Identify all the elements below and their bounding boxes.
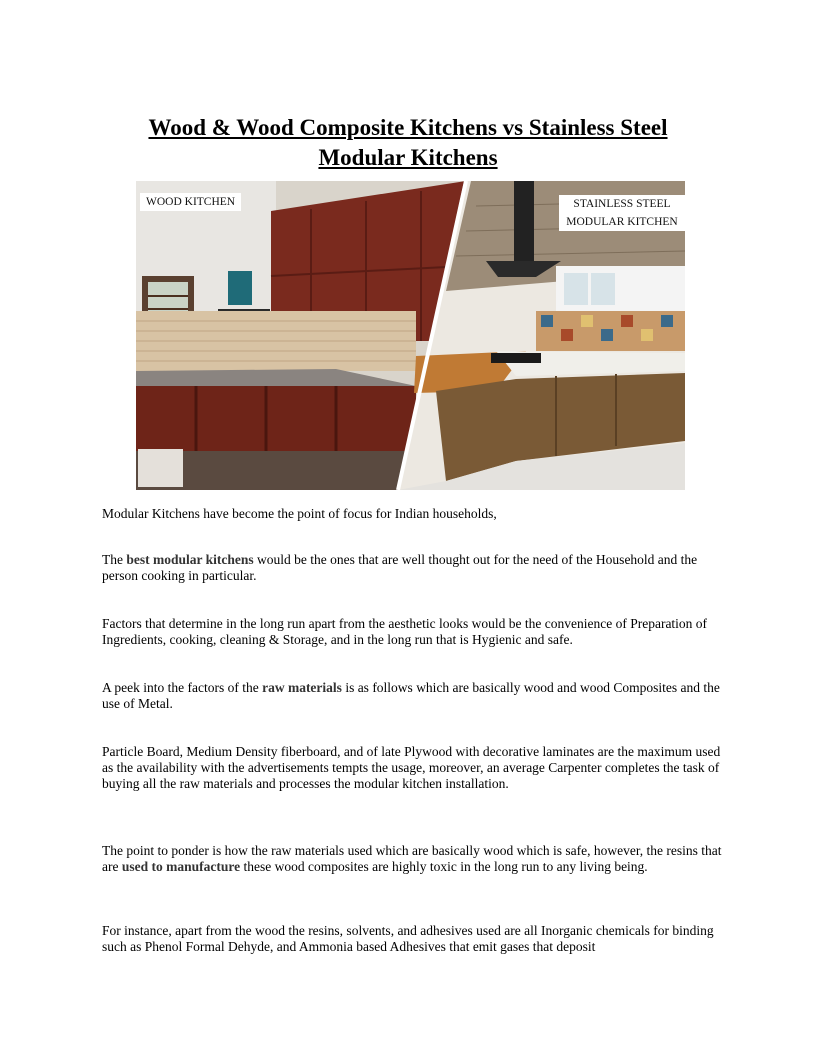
document-title: [0, 113, 816, 173]
paragraph-2-text-b: would be the ones that are well thought out for the need of the Household and the person cooking in particular.: [102, 552, 698, 583]
paragraph-4-text-b: is as follows which are basically wood and wood Composites and the use of Metal.: [102, 680, 720, 711]
paragraph-6-text-a: The point to ponder is how the raw materials used which are basically wood which is safe, however, the resins that are: [102, 843, 722, 874]
used-to-manufacture-link[interactable]: used to manufacture: [121, 859, 241, 874]
wood-kitchen-label: WOOD KITCHEN: [140, 193, 241, 211]
stainless-label-line-2: MODULAR KITCHEN: [566, 216, 678, 228]
paragraph-2: [102, 552, 722, 584]
title-line-2: Modular Kitchens: [318, 145, 498, 170]
stainless-steel-kitchen-label: [559, 195, 685, 231]
paragraph-4-text-a: A peek into the factors of the: [102, 680, 263, 695]
title-line-1: Wood & Wood Composite Kitchens vs Stainless Steel: [148, 115, 668, 140]
raw-materials-link[interactable]: raw materials: [262, 680, 342, 695]
paragraph-6-text-b: these wood composites are highly toxic in the long run to any living being.: [240, 859, 648, 874]
best-modular-kitchens-link[interactable]: best modular kitchens: [126, 552, 254, 567]
paragraph-3: Factors that determine in the long run apart from the aesthetic looks would be the convenience of Preparation of Ingredients, cooking, cleaning & Storage, and in the long run that is Hygienic and safe.: [102, 616, 708, 647]
paragraph-1: Modular Kitchens have become the point of focus for Indian households,: [102, 506, 497, 521]
paragraph-7: For instance, apart from the wood the resins, solvents, and adhesives used are all Inorganic chemicals for binding such as Phenol Formal Dehyde, and Ammonia based Adhesives that emit gases that deposit: [102, 923, 714, 954]
paragraph-5: Particle Board, Medium Density fiberboard, and of late Plywood with decorative laminates are the maximum used as the availability with the advertisements tempts the usage, moreover, an average Carpenter completes the task of buying all the raw materials and processes the modular kitchen installation.: [102, 744, 721, 791]
paragraph-2-text-a: The: [102, 552, 127, 567]
kitchen-comparison-image: [136, 181, 685, 490]
stainless-label-line-1: STAINLESS STEEL: [573, 198, 671, 210]
paragraph-6: [102, 843, 722, 875]
paragraph-4: [102, 680, 722, 712]
